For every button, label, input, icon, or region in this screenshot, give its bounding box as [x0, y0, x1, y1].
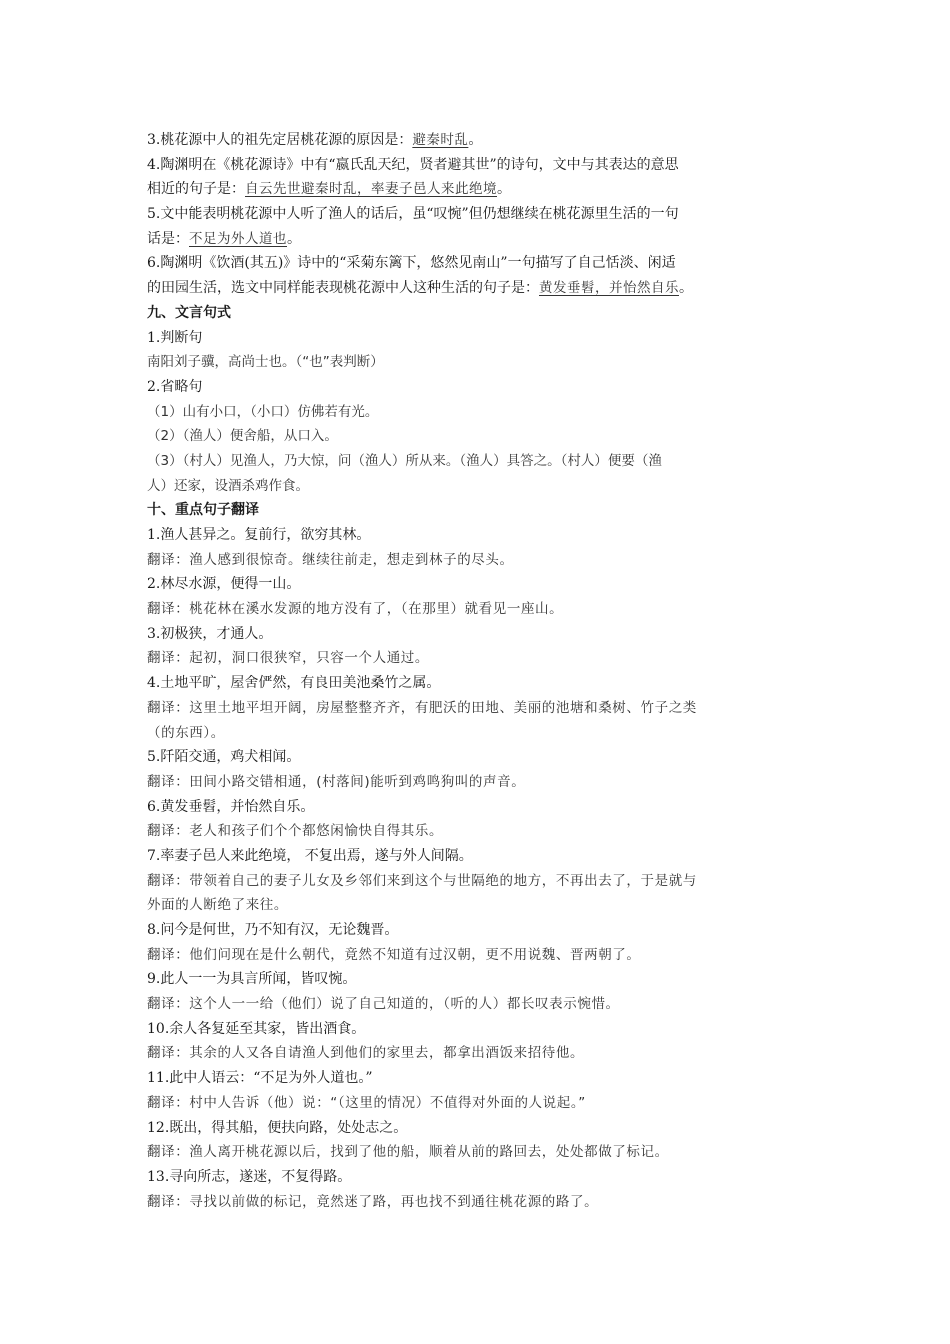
translation-list: [147, 523, 807, 1214]
section-9-sub-2: 2.省略句: [147, 378, 203, 395]
sentence-13: 13.寻向所志，遂迷，不复得路。: [147, 1168, 352, 1185]
translation-12-line-1: 翻译：渔人离开桃花源以后，找到了他的船，顺着从前的路回去，处处都做了标记。: [147, 1144, 669, 1161]
sentence-12: 12.既出，得其船，便扶向路，处处志之。: [147, 1119, 408, 1136]
question-6-line-2: 的田园生活，选文中同样能表现桃花源中人这种生活的句子是：黄发垂髫，并怡然自乐。: [147, 280, 693, 297]
sentence-6: 6.黄发垂髫，并怡然自乐。: [147, 798, 315, 815]
answer-4: 自云先世避秦时乱，率妻子邑人来此绝境: [245, 181, 497, 198]
document-page: [147, 128, 807, 1214]
section-9-sub-1: 1.判断句: [147, 329, 203, 346]
question-4-line-2: 相近的句子是：自云先世避秦时乱，率妻子邑人来此绝境。: [147, 181, 511, 198]
sentence-11: 11.此中人语云：“不足为外人道也。”: [147, 1070, 373, 1087]
translation-13-line-1: 翻译：寻找以前做的标记，竟然迷了路，再也找不到通往桃花源的路了。: [147, 1193, 599, 1210]
translation-3-line-1: 翻译：起初，洞口很狭窄，只容一个人通过。: [147, 650, 429, 667]
translation-4-line-1: 翻译：这里土地平坦开阔，房屋整整齐齐，有肥沃的田地、美丽的池塘和桑树、竹子之类: [147, 699, 697, 716]
answer-6: 黄发垂髫，并怡然自乐: [539, 280, 679, 297]
section-9-example-2c-line-1: （3）（村人）见渔人，乃大惊，问（渔人）所从来。（渔人）具答之。（村人）便要（渔: [147, 452, 662, 469]
translation-6-line-1: 翻译：老人和孩子们个个都悠闲愉快自得其乐。: [147, 823, 444, 840]
section-9-example-2c-line-2: 人）还家，设酒杀鸡作食。: [147, 477, 309, 494]
translation-9-line-1: 翻译：这个人一一给（他们）说了自己知道的，（听的人）都长叹表示惋惜。: [147, 996, 620, 1013]
question-3: 3.桃花源中人的祖先定居桃花源的原因是：避秦时乱。: [147, 132, 483, 148]
sentence-9: 9.此人一一为具言所闻，皆叹惋。: [147, 971, 357, 988]
translation-4-line-2: （的东西）。: [147, 724, 225, 741]
question-6-line-1: 6.陶渊明《饮酒(其五)》诗中的“采菊东篱下，悠然见南山”一句描写了自己恬淡、闲适: [147, 255, 676, 272]
section-9-title: 九、文言句式: [147, 304, 231, 321]
answer-3: 避秦时乱: [412, 132, 469, 148]
translation-8-line-1: 翻译：他们问现在是什么朝代，竟然不知道有过汉朝，更不用说魏、晋两朝了。: [147, 946, 641, 963]
sentence-1: 1.渔人甚异之。复前行，欲穷其林。: [147, 527, 371, 543]
question-4-line-1: 4.陶渊明在《桃花源诗》中有“嬴氏乱天纪，贤者避其世”的诗句，文中与其表达的意思: [147, 156, 679, 173]
sentence-10: 10.余人各复延至其家，皆出酒食。: [147, 1020, 366, 1037]
section-9-example-1: 南阳刘子骥，高尚士也。（“也”表判断）: [147, 354, 384, 371]
question-5-line-2: 话是：不足为外人道也。: [147, 230, 301, 247]
sentence-2: 2.林尽水源，便得一山。: [147, 576, 301, 593]
translation-11-line-1: 翻译：村中人告诉（他）说：“（这里的情况）不值得对外面的人说起。”: [147, 1094, 586, 1111]
sentence-3: 3.初极狭，才通人。: [147, 625, 273, 642]
translation-7-line-2: 外面的人断绝了来往。: [147, 897, 288, 914]
answer-5: 不足为外人道也: [189, 230, 287, 247]
translation-7-line-1: 翻译：带领着自己的妻子儿女及乡邻们来到这个与世隔绝的地方，不再出去了，于是就与: [147, 872, 697, 889]
sentence-4: 4.土地平旷，屋舍俨然，有良田美池桑竹之属。: [147, 675, 441, 692]
section-9-example-2a: （1）山有小口，（小口）仿佛若有光。: [147, 403, 379, 420]
sentence-8: 8.问今是何世，乃不知有汉，无论魏晋。: [147, 922, 399, 938]
translation-2-line-1: 翻译：桃花林在溪水发源的地方没有了，（在那里）就看见一座山。: [147, 601, 564, 618]
sentence-5: 5.阡陌交通，鸡犬相闻。: [147, 749, 301, 766]
translation-10-line-1: 翻译：其余的人又各自请渔人到他们的家里去，都拿出酒饭来招待他。: [147, 1045, 585, 1062]
section-10-title: 十、重点句子翻译: [147, 502, 259, 519]
translation-1-line-1: 翻译：渔人感到很惊奇。继续往前走，想走到林子的尽头。: [147, 551, 514, 568]
section-9-example-2b: （2）（渔人）便舍船，从口入。: [147, 428, 338, 445]
translation-5-line-1: 翻译：田间小路交错相通，(村落间)能听到鸡鸣狗叫的声音。: [147, 773, 526, 790]
question-5-line-1: 5.文中能表明桃花源中人听了渔人的话后，虽“叹惋”但仍想继续在桃花源里生活的一句: [147, 206, 679, 223]
sentence-7: 7.率妻子邑人来此绝境， 不复出焉，遂与外人间隔。: [147, 847, 473, 864]
